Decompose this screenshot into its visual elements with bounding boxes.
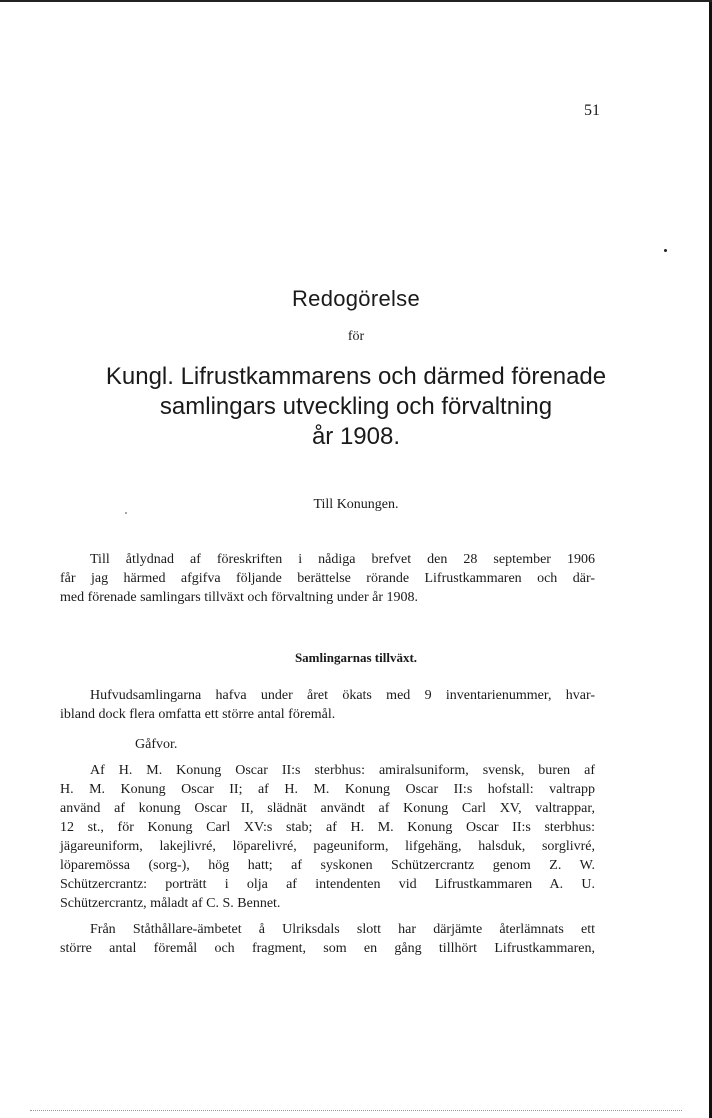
subtitle-line: samlingars utveckling och förvaltning	[159, 393, 553, 420]
paragraph-line: använd af konung Oscar II, slädnät användt af Konung Carl XV, valtrappar,	[60, 801, 595, 816]
gifts-paragraph	[60, 761, 595, 913]
paragraph-line: löparemössa (sorg-), hög hatt; af syskonen Schützercrantz genom Z. W.	[60, 858, 595, 873]
paragraph-line: Af H. M. Konung Oscar II:s sterbhus: amiralsuniform, svensk, buren af	[90, 763, 595, 778]
paragraph-line: med förenade samlingars tillväxt och förvaltning under år 1908.	[60, 590, 419, 605]
paragraph-line: Hufvudsamlingarna hafva under året ökats med 9 inventarienummer, hvar-	[90, 688, 595, 703]
paragraph-line: 12 st., för Konung Carl XV:s stab; af H. M. Konung Oscar II:s sterbhus:	[60, 820, 595, 835]
paragraph-line: ibland dock flera omfatta ett större antal föremål.	[60, 707, 336, 722]
scan-speck	[664, 249, 667, 252]
subtitle-line: år 1908.	[311, 423, 401, 450]
salutation: Till Konungen.	[313, 497, 399, 512]
document-subtitle	[0, 362, 712, 452]
section-heading: Samlingarnas tillväxt.	[294, 650, 418, 665]
paragraph-line: Från Ståthållare-ämbetet å Ulriksdals slott har därjämte återlämnats ett	[90, 922, 595, 937]
paragraph-line: Schützercrantz, måladt af C. S. Bennet.	[60, 896, 281, 911]
paragraph-line: jägareuniform, lakejlivré, löparelivré, pageuniform, lifgehäng, halsduk, sorglivré,	[60, 839, 595, 854]
paragraph-line: Till åtlydnad af föreskriften i nådiga brefvet den 28 september 1906	[90, 552, 595, 567]
paragraph-line: H. M. Konung Oscar II; af H. M. Konung Oscar II:s hofstall: valtrapp	[60, 782, 595, 797]
scan-bottom-edge	[30, 1110, 682, 1111]
intro-paragraph	[60, 550, 595, 607]
subtitle-line: Kungl. Lifrustkammarens och därmed förenade	[105, 363, 607, 390]
page-number: 51	[584, 102, 600, 119]
paragraph-line: Schützercrantz: porträtt i olja af intendenten vid Lifrustkammaren A. U.	[60, 877, 595, 892]
main-paragraph	[60, 686, 595, 724]
paragraph-line: större antal föremål och fragment, som en gång tillhört Lifrustkammaren,	[60, 941, 595, 956]
gifts-label: Gåfvor.	[135, 737, 178, 752]
paragraph-line: får jag härmed afgifva följande berättelse rörande Lifrustkammaren och där-	[60, 571, 595, 586]
document-title: Redogörelse	[291, 286, 421, 311]
title-preposition: för	[347, 329, 365, 344]
final-paragraph	[60, 920, 595, 958]
